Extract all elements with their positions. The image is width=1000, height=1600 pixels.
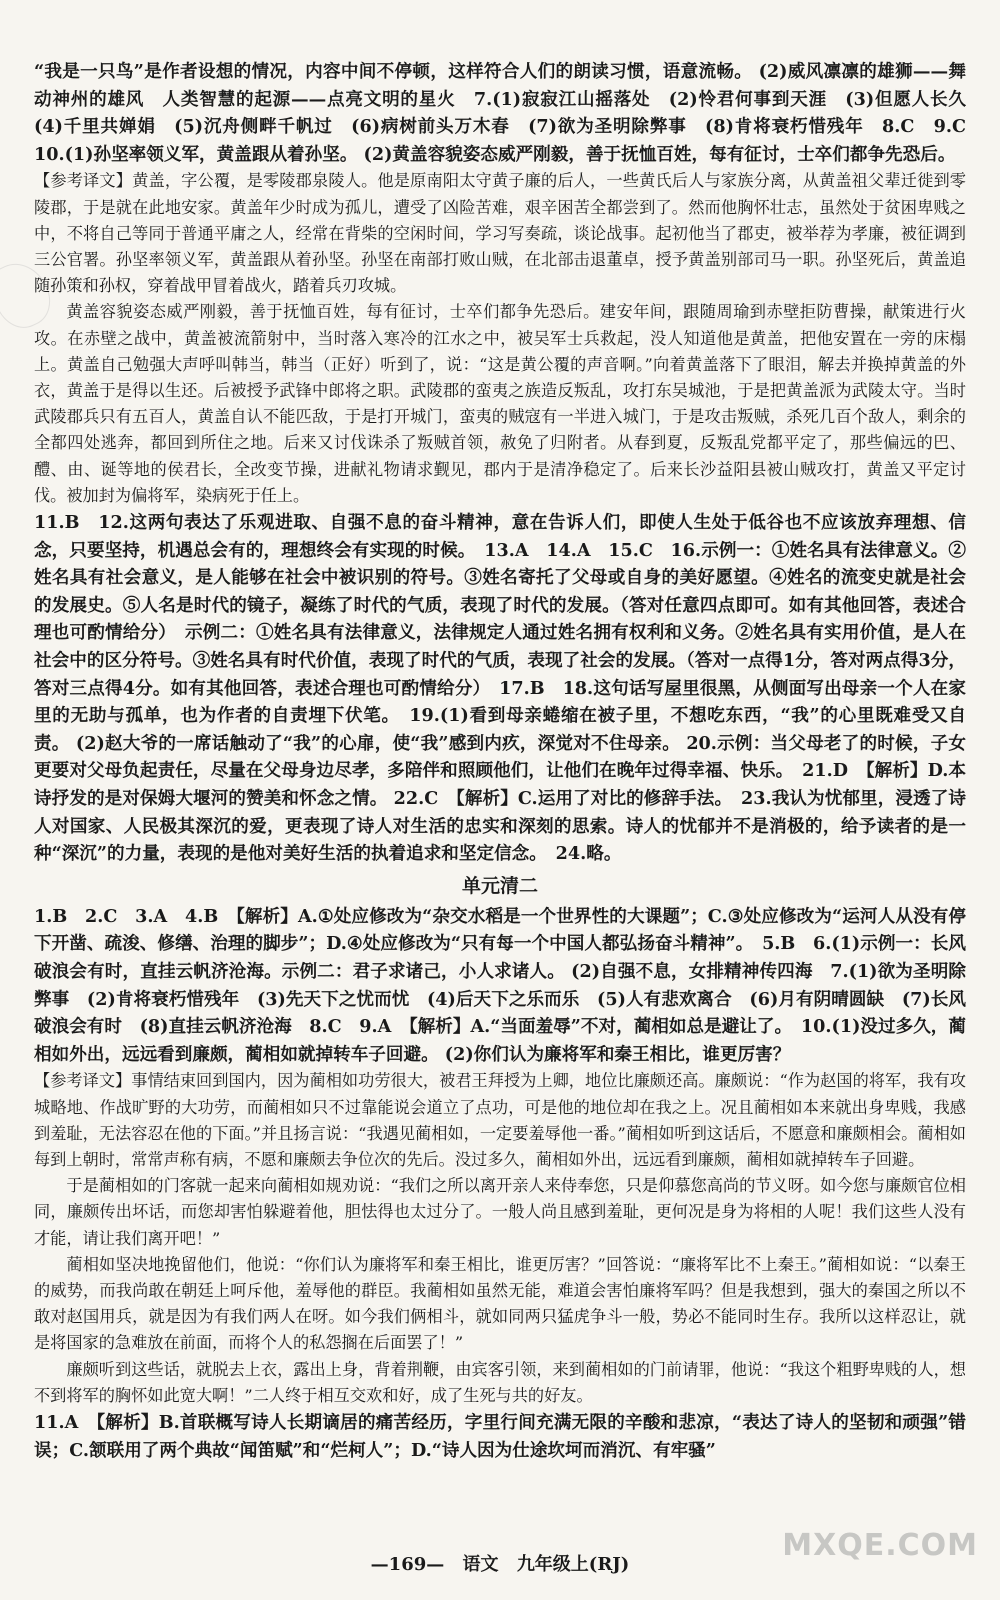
translation-paragraph: 廉颇听到这些话，就脱去上衣，露出上身，背着荆鞭，由宾客引领，来到蔺相如的门前请罪，他说：“我这个粗野卑贱的人，想不到将军的胸怀如此宽大啊！”二人终于相互交欢和好，成了生死与共的好友。 xyxy=(34,1359,966,1405)
footer-subject: 语文 xyxy=(462,1554,499,1575)
translation-paragraph: 蔺相如坚决地挽留他们，他说：“你们认为廉将军和秦王相比，谁更厉害？”回答说：“廉将军比不上秦王。”蔺相如说：“以秦王的威势，而我尚敢在朝廷上呵斥他，羞辱他的群臣。我蔺相如虽然无能，难道会害怕廉将军吗？但是我想到，强大的秦国之所以不敢对赵国用兵，就是因为有我们两人在呀。如今我们俩相斗，就如同两只猛虎争斗一般，势必不能同时生存。我所以这样忍让，就是将国家的急难放在前面，而将个人的私怨搁在后面罢了！” xyxy=(34,1254,966,1353)
watermark-logo: MXQE.COM xyxy=(782,1528,978,1563)
answer-paragraph: “我是一只鸟”是作者设想的情况，内容中间不停顿，这样符合人们的朗读习惯，语意流畅。 (2)威风凛凛的雄狮——舞动神州的雄风 人类智慧的起源——点亮文明的星火 7.(1)寂寂江山摇落处 (2)怜君何事到天涯 (3)但愿人长久 (4)千里共婵娟 (5)沉舟侧畔千帆过 (6)病树前头万木春 (7)欲为圣明除弊事 (8)肯将衰朽惜残年 8.C 9.C 10.(1)孙坚率领义军，黄盖跟从着孙坚。 (2)黄盖容貌姿态威严刚毅，善于抚恤百姓，每有征讨，士卒们都争先恐后。 xyxy=(34,61,984,165)
translation-paragraph: 黄盖容貌姿态威严刚毅，善于抚恤百姓，每有征讨，士卒们都争先恐后。建安年间，跟随周瑜到赤壁拒防曹操，献策进行火攻。在赤壁之战中，黄盖被流箭射中，当时落入寒冷的江水之中，被吴军士兵救起，没人知道他是黄盖，把他安置在一旁的床榻上。黄盖自己勉强大声呼叫韩当，韩当（正好）听到了，说：“这是黄公覆的声音啊。”向着黄盖落下了眼泪，解去并换掉黄盖的外衣，黄盖于是得以生还。后被授予武锋中郎将之职。武陵郡的蛮夷之族造反叛乱，攻打东吴城池，于是把黄盖派为武陵太守。当时武陵郡兵只有五百人，黄盖自认不能匹敌，于是打开城门，蛮夷的贼寇有一半进入城门，于是攻击叛贼，杀死几百个敌人，剩余的全都四处逃奔，都回到所住之地。后来又讨伐诛杀了叛贼首领，赦免了归附者。从春到夏，反叛乱党都平定了，那些偏远的巴、醴、由、诞等地的侯君长，全改变节操，进献礼物请求觐见，郡内于是清净稳定了。后来长沙益阳县被山贼攻打，黄盖又平定讨伐。被加封为偏将军，染病死于任上。 xyxy=(34,302,966,505)
answer-paragraph: 11.B 12.这两句表达了乐观进取、自强不息的奋斗精神，意在告诉人们，即使人生处于低谷也不应该放弃理想、信念，只要坚持，机遇总会有的，理想终会有实现的时候。 13.A 14.A 15.C 16.示例一：①姓名具有法律意义。②姓名具有社会意义，是人能够在社会中被识别的符号。③姓名寄托了父母或自身的美好愿望。④姓名的流变史就是社会的发展史。⑤人名是时代的镜子，凝练了时代的气质，表现了时代的发展。（答对任意四点即可。如有其他回答，表述合理也可酌情给分） 示例二：①姓名具有法律意义，法律规定人通过姓名拥有权利和义务。②姓名具有实用价值，是人在社会中的区分符号。③姓名具有时代价值，表现了时代的气质，表现了社会的发展。（答对一点得1分，答对两点得3分，答对三点得4分。如有其他回答，表述合理也可酌情给分） 17.B 18.这句话写屋里很黑，从侧面写出母亲一个人在家里的无助与孤单，也为作者的自责埋下伏笔。 19.(1)看到母亲蜷缩在被子里，不想吃东西，“我”的心里既难受又自责。 (2)赵大爷的一席话触动了“我”的心扉，使“我”感到内疚，深觉对不住母亲。 20.示例：当父母老了的时候，子女更要对父母负起责任，尽量在父母身边尽孝，多陪伴和照顾他们，让他们在晚年过得幸福、快乐。 21.D 【解析】D.本诗抒发的是对保姆大堰河的赞美和怀念之情。 22.C 【解析】C.运用了对比的修辞手法。 23.我认为忧郁里，浸透了诗人对国家、人民极其深沉的爱，更表现了诗人对生活的忠实和深刻的思索。诗人的忧郁并不是消极的，给予读者的是一种“深沉”的力量，表现的是他对美好生活的执着追求和坚定信念。 24.略。 xyxy=(34,512,966,865)
section-title: 单元清二 xyxy=(461,874,538,897)
answer-paragraph: 1.B 2.C 3.A 4.B 【解析】A.①处应修改为“杂交水稻是一个世界性的大课题”；C.③处应修改为“运河人从没有停下开凿、疏浚、修缮、治理的脚步”；D.④处应修改为“只有每一个中国人都弘扬奋斗精神”。 5.B 6.(1)示例一：长风破浪会有时，直挂云帆济沧海。示例二：君子求诸己，小人求诸人。 (2)自强不息，女排精神传四海 7.(1)欲为圣明除弊事 (2)肯将衰朽惜残年 (3)先天下之忧而忧 (4)后天下之乐而乐 (5)人有悲欢离合 (6)月有阴晴圆缺 (7)长风破浪会有时 (8)直挂云帆济沧海 8.C 9.A 【解析】A.“当面羞辱”不对，蔺相如总是避让了。 10.(1)没过多久，蔺相如外出，远远看到廉颇，蔺相如就掉转车子回避。 (2)你们认为廉将军和秦王相比，谁更厉害？ xyxy=(34,905,966,1065)
translation-paragraph: 【参考译文】黄盖，字公覆，是零陵郡泉陵人。他是原南阳太守黄子廉的后人，一些黄氏后人与家族分离，从黄盖祖父辈迁徙到零陵郡，于是就在此地安家。黄盖年少时成为孤儿，遭受了凶险苦难，艰辛困苦全都尝到了。然而他胸怀壮志，虽然处于贫困卑贱之中，不将自己等同于普通平庸之人，经常在背柴的空闲时间，学习写奏疏，谈论战事。起初他当了郡吏，被举荐为孝廉，被征调到三公官署。孙坚率领义军，黄盖跟从着孙坚。孙坚在南部打败山贼，在北部击退董卓，授予黄盖别部司马一职。孙坚死后，黄盖追随孙策和孙权，穿着战甲冒着战火，踏着兵刃攻城。 xyxy=(34,171,966,296)
footer-grade: 九年级上(RJ) xyxy=(516,1554,630,1575)
page-number: —169— xyxy=(370,1554,445,1575)
answer-page xyxy=(34,58,984,1464)
answer-paragraph: 11.A 【解析】B.首联概写诗人长期谪居的痛苦经历，字里行间充满无限的辛酸和悲凉，“表达了诗人的坚韧和顽强”错误；C.颔联用了两个典故“闻笛赋”和“烂柯人”；D.“诗人因为仕途坎坷而消沉、有牢骚” xyxy=(34,1411,966,1461)
translation-paragraph: 【参考译文】事情结束回到国内，因为蔺相如功劳很大，被君王拜授为上卿，地位比廉颇还高。廉颇说：“作为赵国的将军，我有攻城略地、作战旷野的大功劳，而蔺相如只不过靠能说会道立了点功，可是他的地位却在我之上。况且蔺相如本来就出身卑贱，我感到羞耻，无法容忍在他的下面。”并且扬言说：“我遇见蔺相如，一定要羞辱他一番。”蔺相如听到这话后，不愿意和廉颇相会。蔺相如每到上朝时，常常声称有病，不愿和廉颇去争位次的先后。没过多久，蔺相如外出，远远看到廉颇，蔺相如就掉转车子回避。 xyxy=(34,1071,966,1169)
translation-paragraph: 于是蔺相如的门客就一起来向蔺相如规劝说：“我们之所以离开亲人来侍奉您，只是仰慕您高尚的节义呀。如今您与廉颇官位相同，廉颇传出坏话，而您却害怕躲避着他，胆怯得也太过分了。一般人尚且感到羞耻，更何况是身为将相的人呢！我们这些人没有才能，请让我们离开吧！” xyxy=(34,1176,966,1248)
